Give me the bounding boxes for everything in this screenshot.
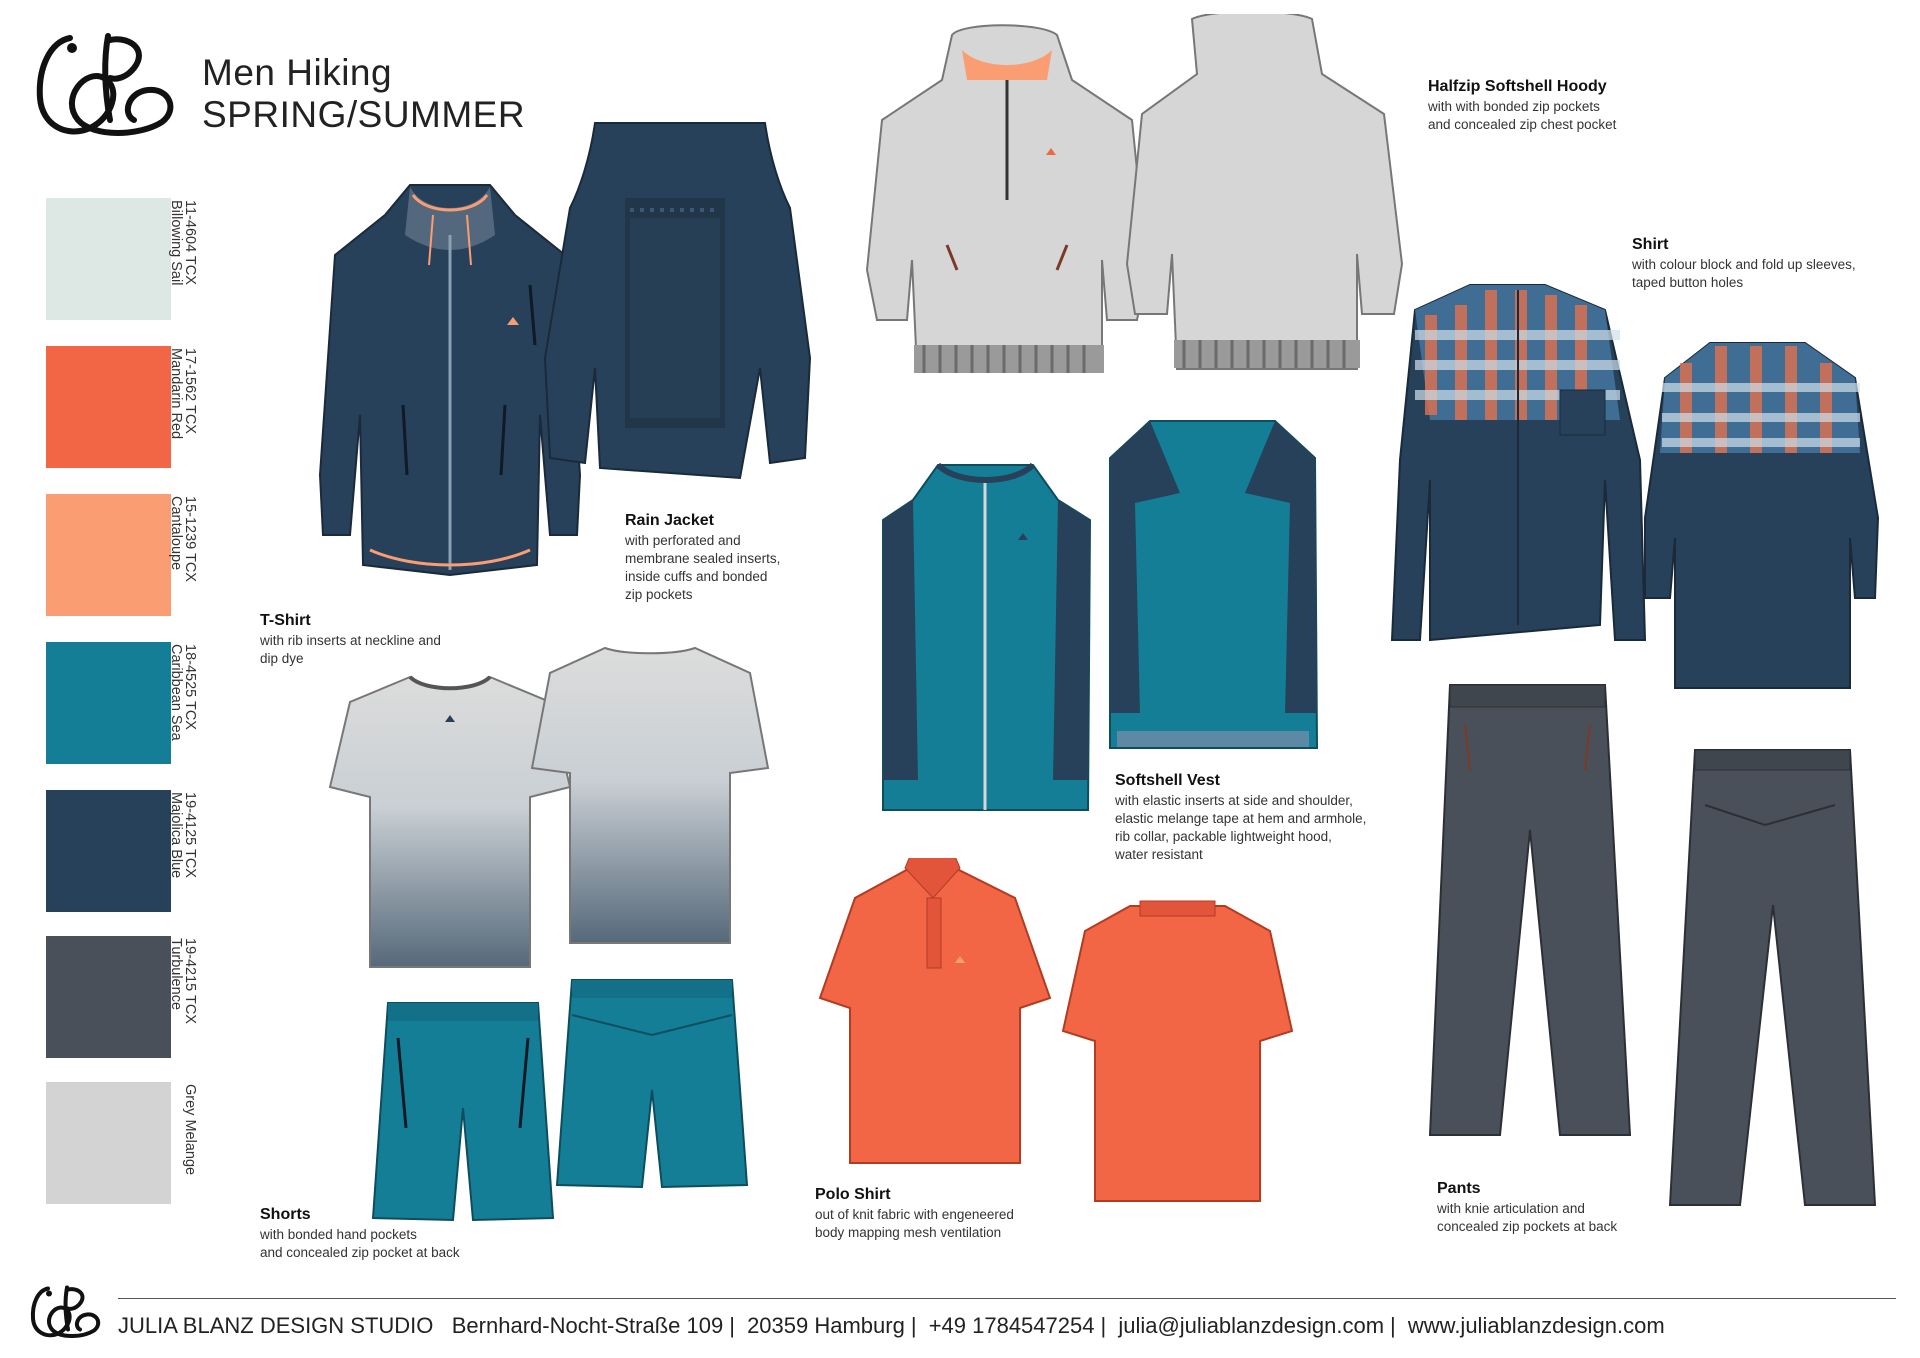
swatch-name: Cantaloupe [168, 496, 184, 571]
halfzip-hoody-description: with with bonded zip pockets and concealed zip chest pocket [1428, 99, 1617, 132]
shorts-back-illustration [552, 975, 752, 1190]
swatch-billowing-sail [46, 198, 198, 320]
tshirt-title: T-Shirt [260, 612, 311, 629]
swatch-code: 19-4125 TCX [182, 792, 198, 878]
rain-jacket-description: with perforated and membrane sealed inserts, inside cuffs and bonded zip pockets [625, 533, 781, 602]
shirt-back-illustration [1640, 338, 1880, 693]
halfzip-hoody-title: Halfzip Softshell Hoody [1428, 78, 1607, 95]
color-chip [46, 790, 171, 912]
tshirt-description: with rib inserts at neckline and dip dye [260, 633, 441, 666]
footer-email[interactable]: julia@juliablanzdesign.com [1118, 1313, 1385, 1338]
collection-title: Men Hiking [202, 52, 393, 93]
halfzip-hoody-front-illustration [862, 20, 1152, 375]
footer-phone: +49 1784547254 [928, 1313, 1095, 1338]
swatch-mandarin-red [46, 346, 198, 468]
polo-shirt-back-illustration [1060, 896, 1295, 1206]
shorts-title: Shorts [260, 1206, 311, 1223]
swatch-code: 17-1562 TCX [182, 348, 198, 434]
rain-jacket-title: Rain Jacket [625, 512, 714, 529]
swatch-name: Billowing Sail [168, 200, 184, 286]
swatch-code: 19-4215 TCX [182, 938, 198, 1024]
halfzip-hoody-back-illustration [1122, 14, 1407, 374]
pants-title: Pants [1437, 1180, 1481, 1197]
color-chip [46, 1082, 171, 1204]
footer-divider [118, 1298, 1896, 1299]
softshell-vest-title: Softshell Vest [1115, 772, 1220, 789]
swatch-name: Turbulence [168, 938, 184, 1011]
swatch-cantaloupe [46, 494, 198, 616]
swatch-name: Majolica Blue [168, 792, 184, 879]
softshell-vest-back-illustration [1105, 413, 1320, 758]
polo-shirt-front-illustration [815, 858, 1055, 1168]
swatch-caribbean-sea [46, 642, 198, 764]
color-chip [46, 936, 171, 1058]
footer-logo [28, 1282, 103, 1344]
color-chip [46, 346, 171, 468]
swatch-code: 15-1239 TCX [182, 496, 198, 582]
swatch-grey-melange [46, 1082, 198, 1204]
shirt-description: with colour block and fold up sleeves, taped button holes [1632, 257, 1856, 290]
swatch-turbulence [46, 936, 198, 1058]
softshell-vest-description: with elastic inserts at side and shoulder, elastic melange tape at hem and armhole, rib collar, packable lightweight hood, water resistant [1115, 793, 1367, 862]
footer-contact: JULIA BLANZ DESIGN STUDIO Bernhard-Nocht-Straße 109 | 20359 Hamburg | +49 1784547254 | julia@juliablanzdesign.com | www.juliablanzdesign.com [118, 1313, 1665, 1338]
shirt-title: Shirt [1632, 236, 1669, 253]
pants-back-illustration [1665, 745, 1880, 1210]
polo-shirt-title: Polo Shirt [815, 1186, 891, 1203]
color-chip [46, 642, 171, 764]
season-title: SPRING/SUMMER [202, 94, 526, 135]
swatch-name: Grey Melange [182, 1084, 198, 1176]
rain-jacket-back-illustration [540, 118, 825, 493]
shirt-front-illustration [1390, 280, 1650, 645]
color-chip [46, 198, 171, 320]
softshell-vest-front-illustration [878, 460, 1093, 815]
pants-description: with knie articulation and concealed zip pockets at back [1437, 1201, 1618, 1234]
footer-studio: JULIA BLANZ DESIGN STUDIO [118, 1313, 434, 1338]
pants-front-illustration [1425, 680, 1635, 1140]
color-chip [46, 494, 171, 616]
shorts-description: with bonded hand pockets and concealed zip pocket at back [260, 1227, 460, 1260]
swatch-code: 11-4604 TCX [182, 200, 198, 285]
tshirt-back-illustration [530, 643, 770, 948]
footer-website[interactable]: www.juliablanzdesign.com [1407, 1313, 1665, 1338]
swatch-name: Caribbean Sea [168, 644, 184, 741]
swatch-code: 18-4525 TCX [182, 644, 198, 730]
shorts-front-illustration [368, 998, 556, 1223]
polo-shirt-description: out of knit fabric with engeneered body mapping mesh ventilation [815, 1207, 1014, 1240]
footer-address: Bernhard-Nocht-Straße 109 [451, 1313, 724, 1338]
swatch-majolica-blue [46, 790, 198, 912]
swatch-name: Mandarin Red [168, 348, 184, 440]
footer-city: 20359 Hamburg [747, 1313, 905, 1338]
brand-logo [30, 28, 180, 146]
